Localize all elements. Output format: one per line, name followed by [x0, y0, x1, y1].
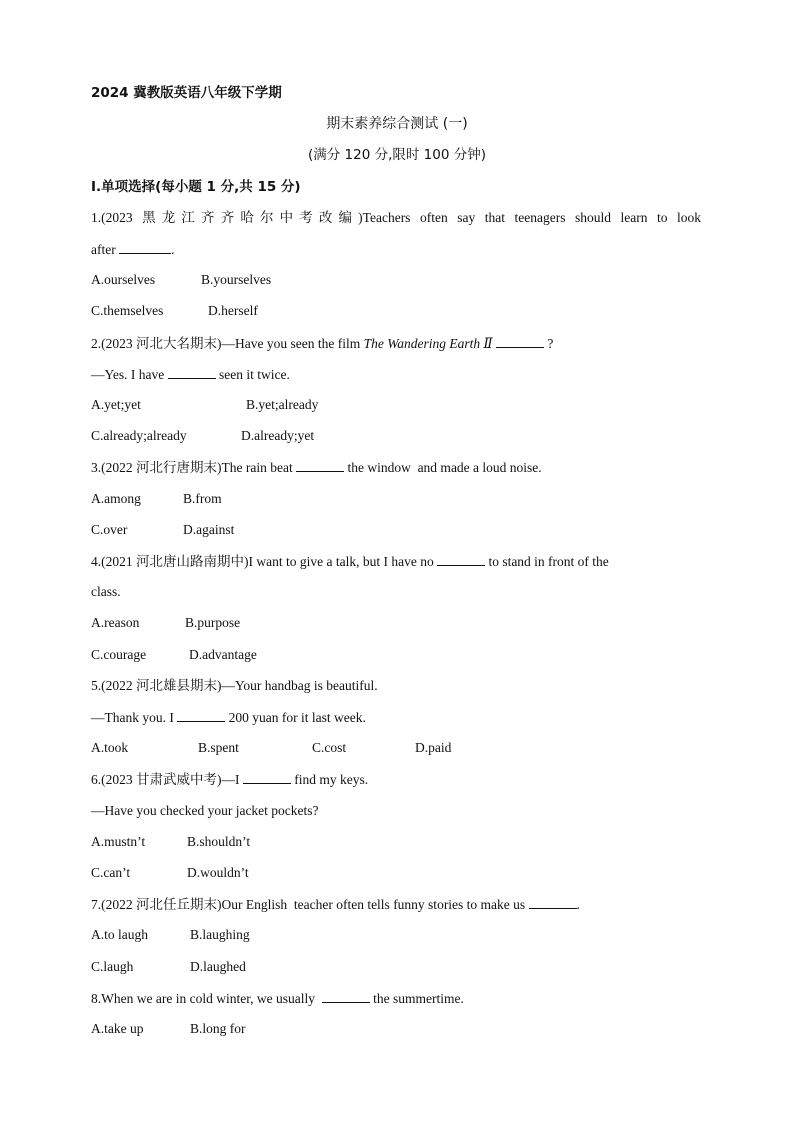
q2-reply-b: seen it twice.	[215, 367, 290, 382]
option-c[interactable]: C.cost	[312, 740, 347, 755]
question-5-options	[91, 739, 451, 757]
answer-blank	[243, 770, 291, 784]
option-b[interactable]: B.yourselves	[201, 272, 272, 287]
q6-end: find my keys.	[290, 772, 369, 787]
option-c[interactable]: C.can’t	[91, 865, 131, 880]
option-d[interactable]: D.laughed	[190, 959, 246, 974]
option-d[interactable]: D.herself	[208, 303, 258, 318]
answer-blank	[119, 240, 171, 254]
question-3-options-cd	[91, 521, 234, 539]
answer-blank	[322, 989, 370, 1003]
option-c[interactable]: C.already;already	[91, 428, 187, 443]
question-3-text	[91, 458, 542, 477]
option-a[interactable]: A.yet;yet	[91, 397, 141, 412]
q1-after: after	[91, 242, 116, 257]
option-d[interactable]: D.advantage	[189, 647, 257, 662]
question-6-options-ab	[91, 833, 250, 851]
q8-stem: 8.When we are in cold winter, we usually	[91, 991, 322, 1006]
answer-blank	[496, 334, 544, 348]
q8-end: the summertime.	[369, 991, 464, 1006]
q4-end: to stand in front of the	[485, 554, 609, 569]
q2-reply-a: —Yes. I have	[91, 367, 168, 382]
question-8-options-ab	[91, 1020, 246, 1038]
answer-blank	[177, 708, 225, 722]
option-b[interactable]: B.spent	[198, 740, 239, 755]
question-5-line2	[91, 708, 366, 727]
question-4-text	[91, 552, 701, 571]
option-a[interactable]: A.reason	[91, 615, 140, 630]
q2-end: ?	[544, 336, 554, 351]
option-a[interactable]: A.ourselves	[91, 272, 156, 287]
q3-end: the window and made a loud noise.	[344, 460, 542, 475]
option-d[interactable]: D.paid	[415, 740, 452, 755]
question-7-options-ab	[91, 926, 250, 944]
question-1-options-cd	[91, 302, 258, 320]
option-d[interactable]: D.already;yet	[241, 428, 315, 443]
question-8-text	[91, 989, 464, 1008]
q7-stem: 7.(2022 河北任丘期末)Our English teacher often tells funny stories to make us	[91, 897, 529, 912]
question-4-options-ab	[91, 614, 240, 632]
option-a[interactable]: A.among	[91, 491, 141, 506]
q7-end: .	[576, 897, 580, 912]
section-heading: Ⅰ.单项选择(每小题 1 分,共 15 分)	[91, 179, 301, 195]
answer-blank	[437, 552, 485, 566]
q5-reply-b: 200 yuan for it last week.	[225, 710, 366, 725]
option-c[interactable]: C.over	[91, 522, 128, 537]
exam-meta: (满分 120 分,限时 100 分钟)	[307, 147, 487, 163]
question-6-text	[91, 770, 368, 789]
option-b[interactable]: B.shouldn’t	[187, 834, 251, 849]
question-1-options-ab	[91, 271, 271, 289]
option-c[interactable]: C.courage	[91, 647, 147, 662]
option-c[interactable]: C.laugh	[91, 959, 134, 974]
option-a[interactable]: A.took	[91, 740, 129, 755]
question-6-line2: —Have you checked your jacket pockets?	[91, 803, 319, 818]
question-2-options-ab	[91, 396, 318, 414]
question-2-text	[91, 334, 553, 353]
page-title: 期末素养综合测试 (一)	[326, 116, 468, 132]
option-b[interactable]: B.from	[183, 491, 222, 506]
option-b[interactable]: B.long for	[190, 1021, 246, 1036]
option-a[interactable]: A.take up	[91, 1021, 144, 1036]
answer-blank	[296, 458, 344, 472]
option-b[interactable]: B.yet;already	[246, 397, 319, 412]
question-3-options-ab	[91, 490, 222, 508]
option-d[interactable]: D.wouldn’t	[187, 865, 249, 880]
q1-end: .	[171, 242, 175, 257]
question-2-line2	[91, 365, 290, 384]
answer-blank	[529, 895, 577, 909]
option-a[interactable]: A.mustn’t	[91, 834, 146, 849]
q3-stem: 3.(2022 河北行唐期末)The rain beat	[91, 460, 297, 475]
option-b[interactable]: B.laughing	[190, 927, 250, 942]
question-1-text: 1.(2023 黑龙江齐齐哈尔中考改编)Teachers often say that teenagers should learn to look	[91, 210, 701, 225]
q6-stem: 6.(2023 甘肃武威中考)—I	[91, 772, 243, 787]
series-title: 2024 冀教版英语八年级下学期	[91, 85, 282, 101]
q4-stem: 4.(2021 河北唐山路南期中)I want to give a talk, but I have no	[91, 554, 438, 569]
question-4-line2: class.	[91, 584, 121, 599]
option-d[interactable]: D.against	[183, 522, 235, 537]
question-7-options-cd	[91, 958, 246, 976]
option-b[interactable]: B.purpose	[185, 615, 241, 630]
question-5-text: 5.(2022 河北雄县期末)—Your handbag is beautiful.	[91, 678, 378, 693]
answer-blank	[168, 365, 216, 379]
q5-reply-a: —Thank you. I	[91, 710, 178, 725]
film-title: The Wandering Earth Ⅱ	[363, 336, 493, 351]
option-a[interactable]: A.to laugh	[91, 927, 148, 942]
question-2-options-cd	[91, 427, 314, 445]
q2-stem: 2.(2023 河北大名期末)—Have you seen the film	[91, 336, 364, 351]
option-c[interactable]: C.themselves	[91, 303, 164, 318]
question-1-line2	[91, 240, 174, 259]
question-6-options-cd	[91, 864, 249, 882]
question-7-text	[91, 895, 580, 914]
question-4-options-cd	[91, 646, 257, 664]
